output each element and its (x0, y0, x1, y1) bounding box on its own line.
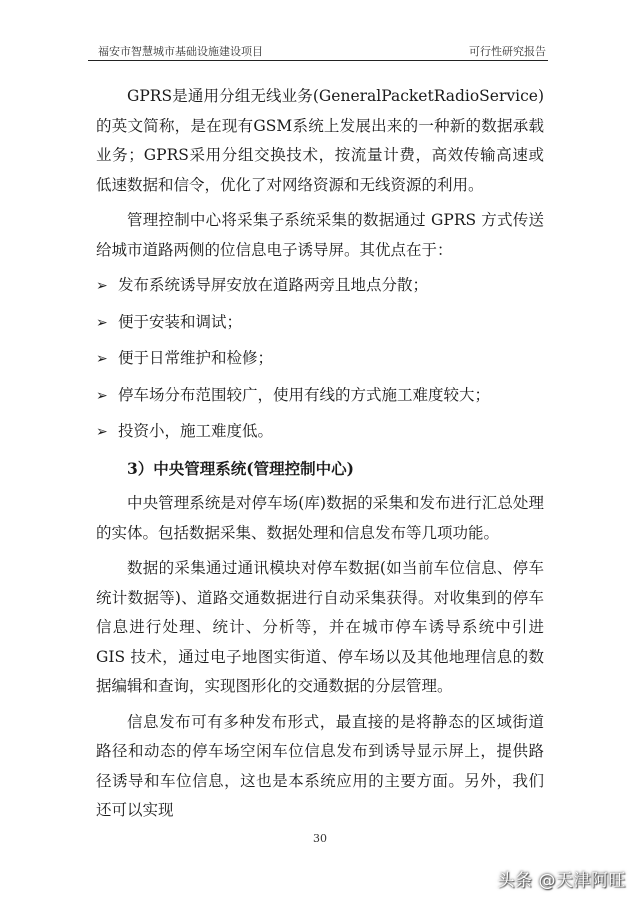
paragraph-data-collection: 数据的采集通过通讯模块对停车数据(如当前车位信息、停车统计数据等)、道路交通数据进行自动采集获得。对收集到的停车信息进行处理、统计、分析等，并在城市停车诱导系统中引进 GIS 技术，通过电子地图实街道、停车场以及其他地理信息的数据编辑和查询，实现图形化的交通数据的分层管理。 (96, 559, 544, 695)
bullet-text: 便于安装和调试； (118, 312, 243, 331)
arrow-bullet-icon: ➢ (96, 387, 108, 404)
paragraph-gprs-definition: GPRS是通用分组无线业务(GeneralPacketRadioService)的英文简称，是在现有GSM系统上发展出来的一种新的数据承载业务；GPRS采用分组交换技术，按流量计费，高效传输高速或低速数据和信令，优化了对网络资源和无线资源的利用。 (96, 87, 544, 194)
paragraph-gprs-transmission: 管理控制中心将采集子系统采集的数据通过 GPRS 方式传送给城市道路两侧的位信息电子诱导屏。其优点在于： (96, 211, 544, 259)
bullet-item (96, 381, 544, 412)
paragraph-central-system: 中央管理系统是对停车场(库)数据的采集和发布进行汇总处理的实体。包括数据采集、数据处理和信息发布等几项功能。 (96, 494, 544, 542)
page-header (88, 40, 548, 61)
paragraph-info-publishing: 信息发布可有多种发布形式，最直接的是将静态的区域街道路径和动态的停车场空闲车位信息发布到诱导显示屏上，提供路径诱导和车位信息，这也是本系统应用的主要方面。另外，我们还可以实现 (96, 712, 544, 819)
section-heading: 3）中央管理系统(管理控制中心) (127, 458, 354, 478)
header-project-title: 福安市智慧城市基础设施建设项目 (98, 45, 263, 58)
bullet-text: 发布系统诱导屏安放在道路两旁且地点分散； (118, 276, 429, 294)
page-number: 30 (313, 832, 327, 845)
header-report-type: 可行性研究报告 (469, 45, 546, 58)
arrow-bullet-icon: ➢ (96, 424, 108, 440)
bullet-item (96, 417, 544, 448)
bullet-item (96, 271, 544, 302)
arrow-bullet-icon: ➢ (96, 351, 108, 367)
bullet-text: 停车场分布范围较广，使用有线的方式施工难度较大； (118, 385, 491, 404)
document-body (96, 82, 544, 832)
bullet-text: 便于日常维护和检修； (118, 349, 274, 367)
watermark: 头条 @天津阿旺 (497, 871, 626, 891)
bullet-text: 投资小，施工难度低。 (118, 422, 274, 440)
arrow-bullet-icon: ➢ (96, 278, 108, 294)
bullet-item (96, 344, 544, 375)
bullet-item (96, 308, 544, 339)
arrow-bullet-icon: ➢ (96, 314, 108, 331)
